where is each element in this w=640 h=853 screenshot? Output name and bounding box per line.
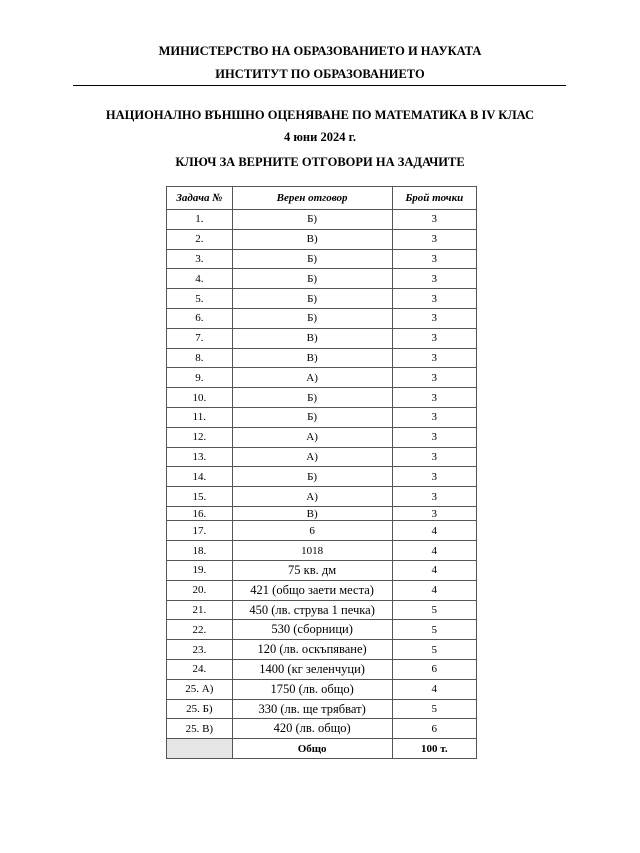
table-row [167,308,477,328]
answer-cell: Б) [232,289,392,309]
points-cell: 3 [392,328,476,348]
answer-cell: В) [232,348,392,368]
table-row [167,210,477,230]
points-cell: 4 [392,679,476,699]
table-row [167,289,477,309]
table-row [167,427,477,447]
answer-cell: А) [232,487,392,507]
task-number-cell: 8. [167,348,233,368]
points-cell: 3 [392,210,476,230]
task-number-cell: 11. [167,407,233,427]
task-number-cell: 23. [167,640,233,660]
answer-cell: А) [232,368,392,388]
task-number-cell: 21. [167,600,233,620]
answer-cell: Б) [232,210,392,230]
column-header-task: Задача № [167,187,233,210]
task-number-cell: 25. А) [167,679,233,699]
answer-cell: 530 (сборници) [232,620,392,640]
ministry-name: МИНИСТЕРСТВО НА ОБРАЗОВАНИЕТО И НАУКАТА [158,44,482,58]
answer-cell: 330 (лв. ще трябват) [232,699,392,719]
table-row [167,368,477,388]
task-number-cell: 16. [167,506,233,521]
answer-cell: 6 [232,521,392,541]
table-row [167,660,477,680]
answer-cell: 75 кв. дм [232,561,392,581]
table-row [167,328,477,348]
points-cell: 3 [392,308,476,328]
table-row [167,269,477,289]
table-row [167,467,477,487]
task-number-cell: 20. [167,580,233,600]
table-row [167,348,477,368]
points-cell: 3 [392,249,476,269]
task-number-cell: 7. [167,328,233,348]
answer-cell: Б) [232,308,392,328]
table-row [167,249,477,269]
points-cell: 4 [392,580,476,600]
table-row [167,487,477,507]
table-row [167,388,477,408]
table-row [167,699,477,719]
answer-cell: А) [232,447,392,467]
answer-cell: Б) [232,467,392,487]
table-row [167,407,477,427]
total-label: Общо [232,739,392,759]
task-number-cell: 22. [167,620,233,640]
points-cell: 3 [392,388,476,408]
table-row [167,229,477,249]
table-row [167,447,477,467]
total-row [167,739,477,759]
table-row [167,679,477,699]
answer-cell: 1400 (кг зеленчуци) [232,660,392,680]
institute-name: ИНСТИТУТ ПО ОБРАЗОВАНИЕТО [215,67,425,81]
points-cell: 3 [392,407,476,427]
column-header-answer: Верен отговор [232,187,392,210]
points-cell: 5 [392,600,476,620]
answer-cell: В) [232,506,392,521]
header-divider [73,85,566,86]
points-cell: 3 [392,368,476,388]
task-number-cell: 17. [167,521,233,541]
points-cell: 3 [392,269,476,289]
column-header-points: Брой точки [392,187,476,210]
table-row [167,541,477,561]
points-cell: 3 [392,427,476,447]
answer-cell: 1750 (лв. общо) [232,679,392,699]
table-row [167,580,477,600]
task-number-cell: 24. [167,660,233,680]
table-row [167,521,477,541]
points-cell: 3 [392,447,476,467]
answer-cell: В) [232,328,392,348]
table-row [167,600,477,620]
points-cell: 4 [392,541,476,561]
answer-cell: 421 (общо заети места) [232,580,392,600]
points-cell: 5 [392,640,476,660]
points-cell: 4 [392,561,476,581]
task-number-cell: 10. [167,388,233,408]
exam-date: 4 юни 2024 г. [284,130,356,144]
answer-cell: 1018 [232,541,392,561]
task-number-cell: 5. [167,289,233,309]
points-cell: 3 [392,289,476,309]
task-number-cell: 4. [167,269,233,289]
task-number-cell: 2. [167,229,233,249]
document-title: НАЦИОНАЛНО ВЪНШНО ОЦЕНЯВАНЕ ПО МАТЕМАТИКА В IV КЛАС [105,108,535,122]
points-cell: 3 [392,229,476,249]
points-cell: 3 [392,487,476,507]
points-cell: 3 [392,348,476,368]
total-empty-cell [167,739,233,759]
total-value: 100 т. [392,739,476,759]
points-cell: 4 [392,521,476,541]
points-cell: 6 [392,660,476,680]
table-row [167,620,477,640]
task-number-cell: 19. [167,561,233,581]
task-number-cell: 1. [167,210,233,230]
answer-cell: А) [232,427,392,447]
table-row [167,719,477,739]
answer-cell: Б) [232,269,392,289]
document-subtitle: КЛЮЧ ЗА ВЕРНИТЕ ОТГОВОРИ НА ЗАДАЧИТЕ [175,155,465,169]
answer-cell: Б) [232,388,392,408]
table-header-row [167,187,477,210]
answer-cell: В) [232,229,392,249]
points-cell: 3 [392,506,476,521]
task-number-cell: 12. [167,427,233,447]
table-row [167,561,477,581]
table-row [167,506,477,521]
answer-cell: 120 (лв. оскъпяване) [232,640,392,660]
points-cell: 5 [392,620,476,640]
answer-cell: 450 (лв. струва 1 печка) [232,600,392,620]
task-number-cell: 14. [167,467,233,487]
task-number-cell: 15. [167,487,233,507]
task-number-cell: 25. В) [167,719,233,739]
table-row [167,640,477,660]
points-cell: 5 [392,699,476,719]
task-number-cell: 25. Б) [167,699,233,719]
answer-cell: Б) [232,407,392,427]
task-number-cell: 18. [167,541,233,561]
task-number-cell: 13. [167,447,233,467]
task-number-cell: 9. [167,368,233,388]
answer-cell: Б) [232,249,392,269]
task-number-cell: 3. [167,249,233,269]
points-cell: 3 [392,467,476,487]
task-number-cell: 6. [167,308,233,328]
answer-key-table [166,186,477,759]
points-cell: 6 [392,719,476,739]
answer-cell: 420 (лв. общо) [232,719,392,739]
